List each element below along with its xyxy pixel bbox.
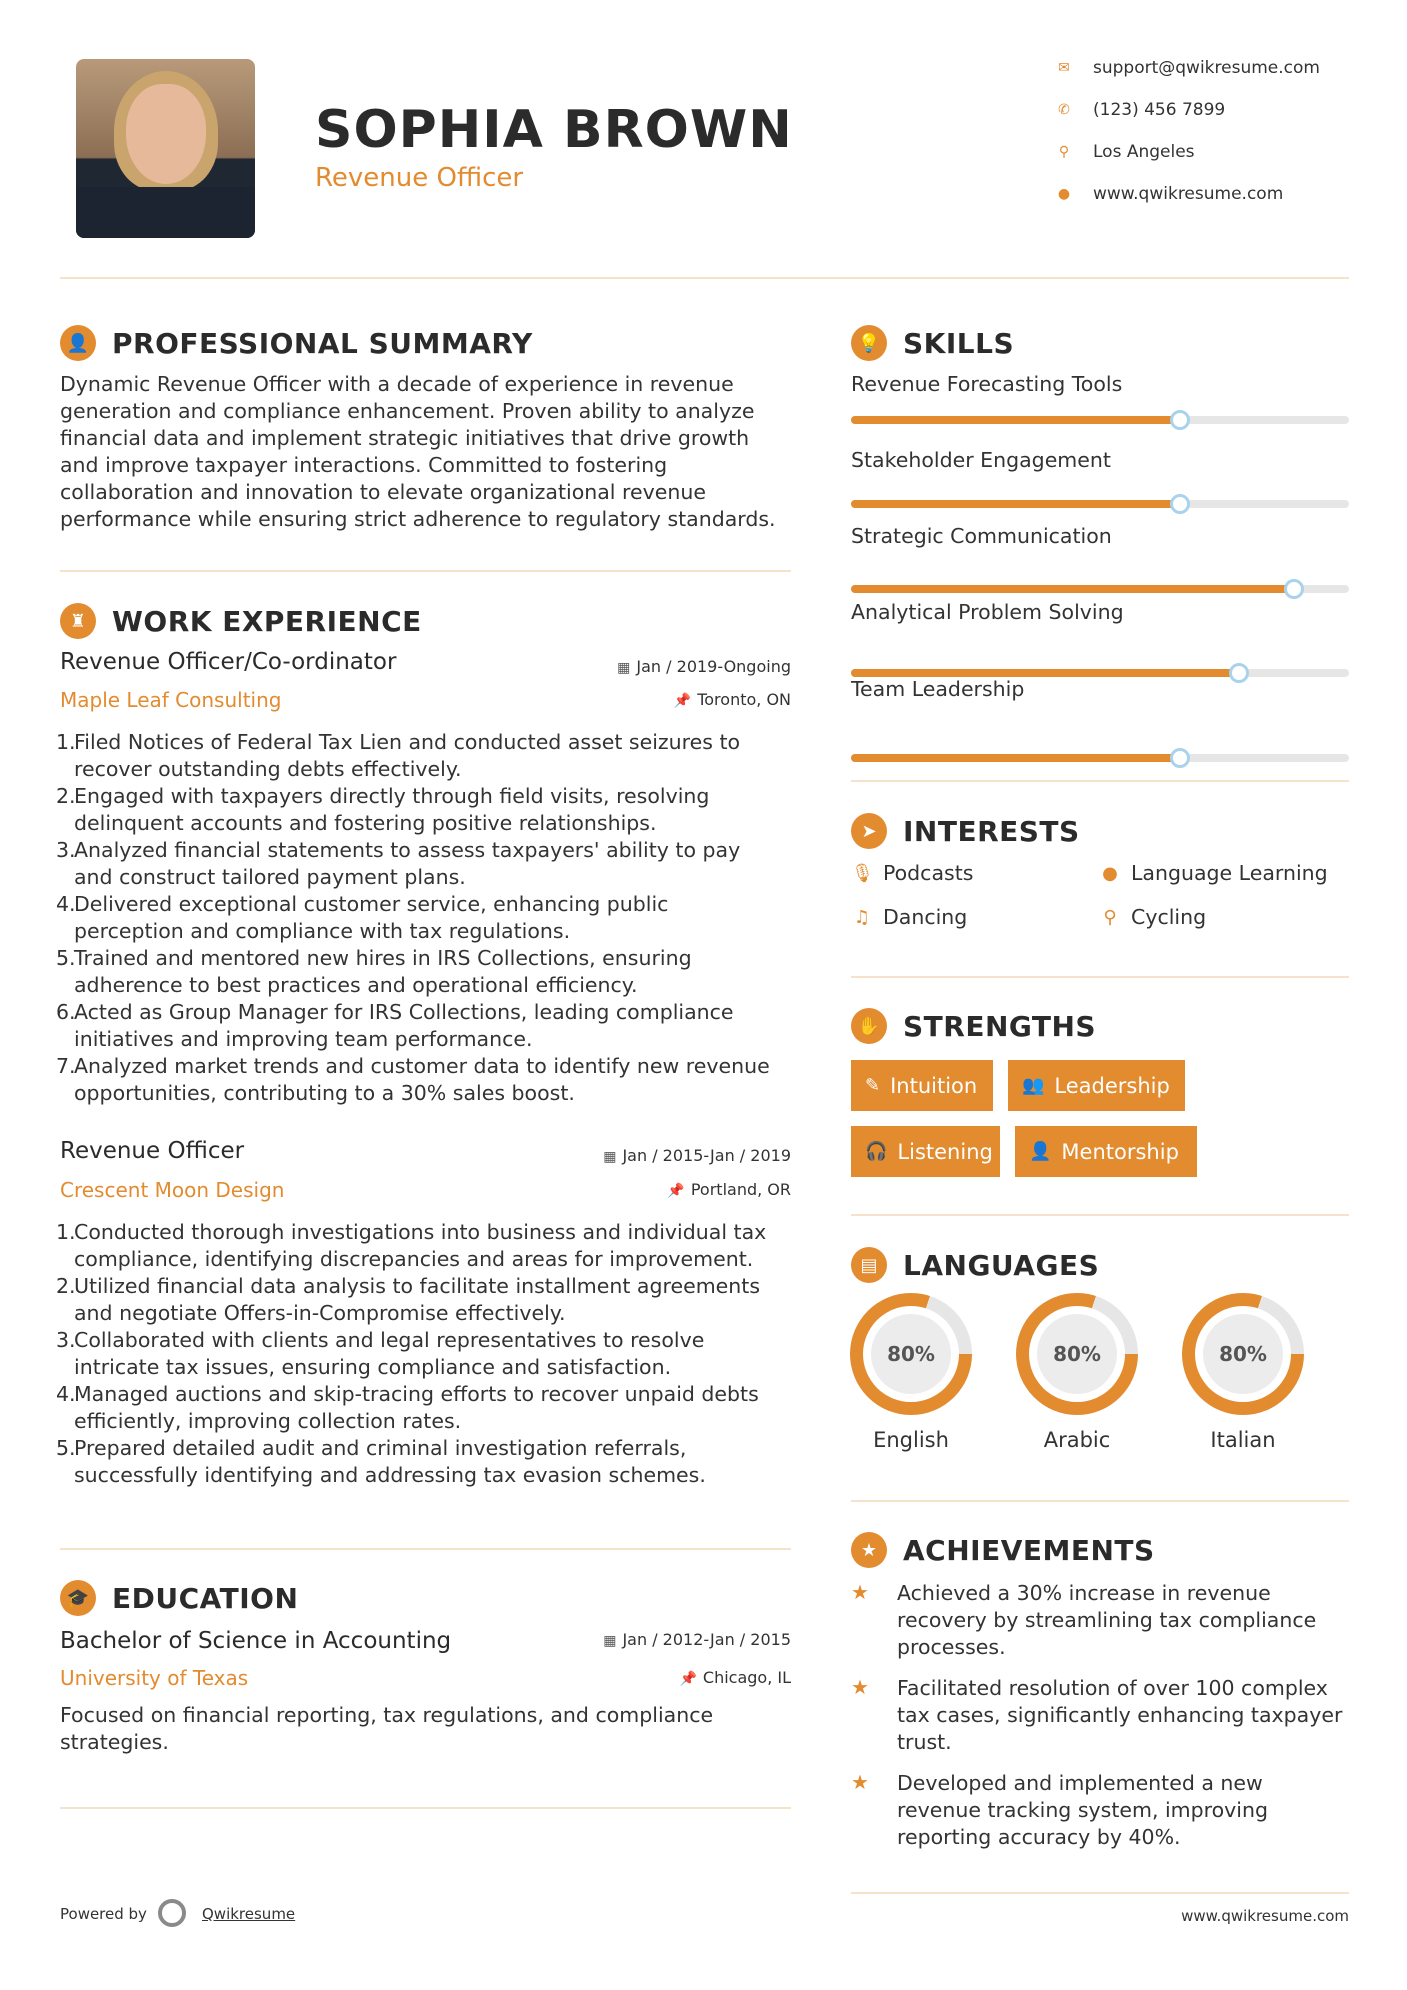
strength-chip: ✎ Intuition [851,1060,993,1111]
pin-icon: 📌 [679,1671,697,1687]
job-location: 📌 Portland, OR [667,1180,791,1199]
language-ring [850,1293,972,1415]
contact-phone[interactable]: ✆ (123) 456 7899 [1055,100,1225,120]
interests-heading: ➤ INTERESTS [851,813,1080,849]
skill-bar [851,754,1349,762]
interest-item: ♫ Dancing [851,905,967,929]
school-name: University of Texas [60,1666,249,1690]
divider [851,1214,1349,1216]
achievement-item: ★ Facilitated resolution of over 100 complex tax cases, significantly enhancing taxpayer trust. [851,1675,1343,1754]
summary-heading: 👤 PROFESSIONAL SUMMARY [60,325,533,361]
job-company: Crescent Moon Design [60,1178,285,1202]
list-item: 2. Utilized financial data analysis to facilitate installment agreements and negotiate Offers-in-Compromise effectively. [56,1274,760,1325]
location-icon: ⚲ [1058,144,1070,160]
candidate-role: Revenue Officer [315,163,524,193]
skill-bar-knob [1229,663,1249,683]
list-item: 3. Analyzed financial statements to assess taxpayers' ability to pay and construct tailored payment plans. [56,838,741,889]
list-item: 7. Analyzed market trends and customer data to identify new revenue opportunities, contributing to a 30% sales boost. [56,1054,770,1105]
divider [851,1500,1349,1502]
music-note-icon: ♫ [853,906,871,928]
calendar-icon: ▦ [603,1149,617,1165]
list-item: 4. Managed auctions and skip-tracing efforts to recover unpaid debts efficiently, improving collection rates. [56,1382,759,1433]
star-icon: ★ [851,1770,869,1794]
divider [851,1892,1349,1894]
education-description: Focused on financial reporting, tax regulations, and compliance strategies. [60,1703,714,1754]
lightbulb-icon: 💡 [851,325,887,361]
languages-heading: ▤ LANGUAGES [851,1247,1099,1283]
skill-name: Revenue Forecasting Tools [851,372,1123,396]
job-company: Maple Leaf Consulting [60,688,282,712]
divider [60,1548,791,1550]
interest-item: ⚲ Cycling [1099,905,1206,929]
award-star-icon: ★ [851,1532,887,1568]
job-bullets [56,1219,796,1489]
list-item: 5. Trained and mentored new hires in IRS Collections, ensuring adherence to best practices and operational efficiency. [56,946,692,997]
calendar-icon: ▦ [617,660,631,676]
language-percent: 80% [1037,1314,1117,1394]
list-item: 3. Collaborated with clients and legal representatives to resolve intricate tax issues, ensuring compliance and satisfaction. [56,1328,705,1379]
contact-location: ⚲ Los Angeles [1055,142,1195,162]
contact-email[interactable]: ✉ support@qwikresume.com [1055,58,1320,78]
language-name: Italian [1210,1428,1276,1452]
skill-name: Team Leadership [851,677,1025,701]
user-plus-icon: 👤 [1029,1141,1052,1162]
skill-bar-knob [1170,410,1190,430]
email-icon: ✉ [1058,60,1070,76]
star-icon: ★ [851,1580,869,1604]
job-dates: ▦ Jan / 2015-Jan / 2019 [603,1146,791,1165]
microphone-icon: 🎙 [851,862,874,884]
summary-text: Dynamic Revenue Officer with a decade of experience in revenue generation and compliance enhancement. Proven ability to analyze financial data and implement strategic initiatives that drive growth and improve taxpayer interactions. Committed to fostering collaboration and innovation to elevate organizational revenue performance while ensuring strict adherence to regulatory standards. [60,372,776,531]
briefcase-icon: ♜ [60,603,96,639]
language-name: Arabic [1043,1428,1111,1452]
skill-bar-fill [851,416,1180,424]
job-title: Revenue Officer/Co-ordinator [60,649,397,675]
interest-item: 🎙 Podcasts [851,861,974,885]
degree-title: Bachelor of Science in Accounting [60,1628,452,1654]
skill-bar [851,585,1349,593]
skill-name: Strategic Communication [851,524,1112,548]
achievement-item: ★ Developed and implemented a new revenue tracking system, improving reporting accuracy by 40%. [851,1770,1269,1849]
list-item: 1. Conducted thorough investigations into business and individual tax compliance, identifying discrepancies and areas for improvement. [56,1220,767,1271]
skill-bar [851,669,1349,677]
language-name: English [873,1428,949,1452]
profile-photo [76,59,255,238]
job-title: Revenue Officer [60,1138,245,1164]
skill-bar-fill [851,669,1239,677]
strengths-heading: ✋ STRENGTHS [851,1008,1096,1044]
language-percent: 80% [871,1314,951,1394]
job-bullets [56,729,796,1107]
candidate-name: SOPHIA BROWN [315,100,793,160]
globe-icon: ● [1102,862,1118,884]
phone-icon: ✆ [1058,102,1070,118]
skill-name: Analytical Problem Solving [851,600,1124,624]
divider [60,1807,791,1809]
divider [851,780,1349,782]
contact-website[interactable]: ● www.qwikresume.com [1055,184,1283,204]
skill-bar-fill [851,585,1294,593]
calendar-icon: ▦ [603,1633,617,1649]
skill-bar [851,416,1349,424]
graduation-cap-icon: 🎓 [60,1580,96,1616]
language-ring [1182,1293,1304,1415]
language-percent: 80% [1203,1314,1283,1394]
job-dates: ▦ Jan / 2019-Ongoing [617,657,791,676]
divider [851,976,1349,978]
interest-item: ● Language Learning [1099,861,1328,885]
list-item: 1. Filed Notices of Federal Tax Lien and conducted asset seizures to recover outstanding debts effectively. [56,730,741,781]
skill-name: Stakeholder Engagement [851,448,1111,472]
users-icon: 👥 [1022,1075,1045,1096]
skill-bar-knob [1170,494,1190,514]
list-item: 5. Prepared detailed audit and criminal investigation referrals, successfully identifying and addressing tax evasion schemes. [56,1436,706,1487]
star-icon: ★ [851,1675,869,1699]
education-dates: ▦ Jan / 2012-Jan / 2015 [603,1630,791,1649]
skills-heading: 💡 SKILLS [851,325,1014,361]
pin-icon: 📌 [673,693,692,709]
education-heading: 🎓 EDUCATION [60,1580,298,1616]
qwikresume-link[interactable]: Qwikresume [202,1905,296,1923]
paper-plane-icon: ➤ [851,813,887,849]
headphones-icon: 🎧 [865,1141,888,1162]
job-location: 📌 Toronto, ON [673,690,791,709]
skill-bar-knob [1170,748,1190,768]
achievements-heading: ★ ACHIEVEMENTS [851,1532,1155,1568]
strength-chip: 👥 Leadership [1008,1060,1185,1111]
skill-bar-fill [851,754,1180,762]
pin-icon: 📌 [667,1183,685,1199]
footer-url[interactable]: www.qwikresume.com [1181,1907,1349,1925]
strength-chip: 🎧 Listening [851,1126,1000,1177]
hand-icon: ✋ [851,1008,887,1044]
globe-icon: ● [1057,186,1071,202]
education-location: 📌 Chicago, IL [679,1668,791,1687]
bicycle-icon: ⚲ [1103,906,1117,928]
list-item: 2. Engaged with taxpayers directly through field visits, resolving delinquent accounts and fostering positive relationships. [56,784,710,835]
user-icon: 👤 [60,325,96,361]
skill-bar-knob [1284,579,1304,599]
list-item: 4. Delivered exceptional customer service, enhancing public perception and compliance with tax regulations. [56,892,669,943]
magic-wand-icon: ✎ [865,1075,881,1096]
achievement-item: ★ Achieved a 30% increase in revenue recovery by streamlining tax compliance processes. [851,1580,1317,1659]
language-ring [1016,1293,1138,1415]
header-divider [60,277,1349,279]
qwikresume-logo-icon [158,1899,186,1927]
list-item: 6. Acted as Group Manager for IRS Collections, leading compliance initiatives and improving team performance. [56,1000,734,1051]
strength-chip: 👤 Mentorship [1015,1126,1197,1177]
powered-by-label: Powered by [60,1905,147,1923]
divider [60,570,791,572]
language-icon: ▤ [851,1247,887,1283]
experience-heading: ♜ WORK EXPERIENCE [60,603,422,639]
skill-bar [851,500,1349,508]
skill-bar-fill [851,500,1180,508]
